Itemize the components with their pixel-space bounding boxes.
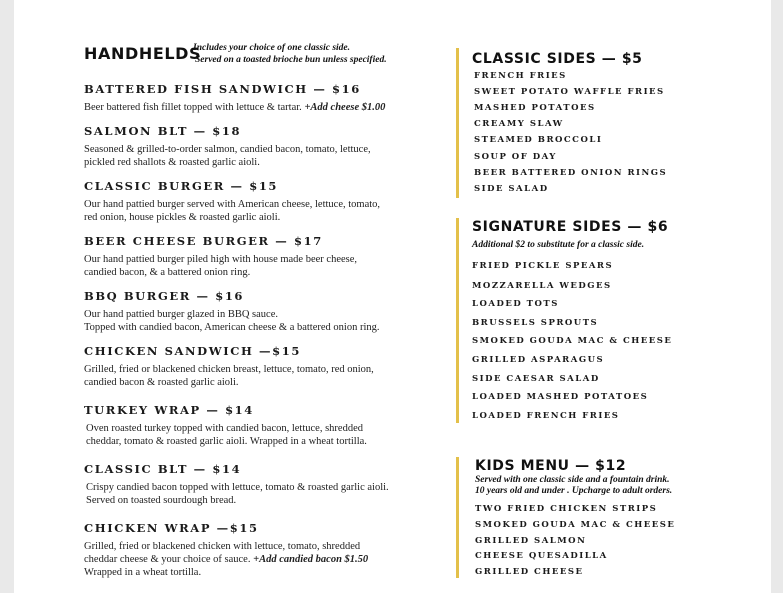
signature-side-item: GRILLED ASPARAGUS xyxy=(472,355,605,365)
menu-item-chicken-wrap xyxy=(84,521,368,579)
kids-menu-item: CHEESE QUESADILLA xyxy=(475,551,608,561)
kids-menu-item: GRILLED CHEESE xyxy=(475,567,584,577)
classic-side-item: SOUP OF DAY xyxy=(474,152,557,162)
classic-side-item: SIDE SALAD xyxy=(474,184,549,194)
item-title: CHICKEN SANDWICH —$15 xyxy=(84,344,301,358)
signature-side-item: LOADED TOTS xyxy=(472,299,559,309)
signature-side-item: SIDE CAESAR SALAD xyxy=(472,374,600,384)
item-description: Grilled, fried or blackened chicken with lettuce, tomato, shredded cheddar cheese & your choice of sauce. +Add candied bacon $1.50 Wrapped in a wheat tortilla. xyxy=(84,541,369,578)
item-description: Our hand pattied burger glazed in BBQ sauce. Topped with candied bacon, American cheese & a battered onion ring. xyxy=(84,309,380,333)
menu-item-turkey-wrap xyxy=(84,403,367,448)
handhelds-note-line2: Served on a toasted brioche bun unless specified. xyxy=(195,55,387,65)
item-description: Our hand pattied burger served with American cheese, lettuce, tomato, red onion, house pickles & roasted garlic aioli. xyxy=(84,199,381,223)
item-description: Beer battered fish fillet topped with lettuce & tartar. +Add cheese $1.00 xyxy=(84,102,386,113)
kids-menu-note-line1: Served with one classic side and a fountain drink. xyxy=(475,475,670,485)
signature-side-item: SMOKED GOUDA MAC & CHEESE xyxy=(472,336,673,346)
kids-menu-item: TWO FRIED CHICKEN STRIPS xyxy=(475,504,658,514)
menu-item-salmon-blt xyxy=(84,124,371,169)
signature-side-item: FRIED PICKLE SPEARS xyxy=(472,261,614,271)
menu-item-battered-fish-sandwich xyxy=(84,82,385,114)
item-addon: +Add candied bacon $1.50 xyxy=(253,554,369,565)
item-addon: +Add cheese $1.00 xyxy=(304,102,386,113)
item-title: BBQ BURGER — $16 xyxy=(84,289,245,303)
menu-page xyxy=(14,0,771,593)
classic-side-item: CREAMY SLAW xyxy=(474,119,564,129)
classic-side-item: BEER BATTERED ONION RINGS xyxy=(474,168,668,178)
menu-item-classic-burger xyxy=(84,179,380,224)
item-title: TURKEY WRAP — $14 xyxy=(84,403,254,417)
classic-side-item: STEAMED BROCCOLI xyxy=(474,135,603,145)
item-title: SALMON BLT — $18 xyxy=(84,124,242,138)
item-title: CLASSIC BLT — $14 xyxy=(84,462,242,476)
item-title: BATTERED FISH SANDWICH — $16 xyxy=(84,82,361,96)
item-title: BEER CHEESE BURGER — $17 xyxy=(84,234,323,248)
item-title: CHICKEN WRAP —$15 xyxy=(84,521,259,535)
item-description: Oven roasted turkey topped with candied bacon, lettuce, shredded cheddar, tomato & roasted garlic aioli. Wrapped in a wheat tortilla. xyxy=(86,423,367,447)
menu-item-beer-cheese-burger xyxy=(84,234,357,279)
handhelds-title: HANDHELDS xyxy=(84,44,202,63)
classic-side-item: SWEET POTATO WAFFLE FRIES xyxy=(474,87,665,97)
classic-sides-accent-bar xyxy=(456,48,459,198)
handhelds-note-line1: Includes your choice of one classic side. xyxy=(193,43,351,53)
item-description: Seasoned & grilled-to-order salmon, candied bacon, tomato, lettuce, pickled red shallots & roasted garlic aioli. xyxy=(84,144,371,168)
item-description: Crispy candied bacon topped with lettuce, tomato & roasted garlic aioli. Served on toasted sourdough bread. xyxy=(86,482,389,506)
classic-sides-title: CLASSIC SIDES — $5 xyxy=(472,51,643,67)
classic-side-item: MASHED POTATOES xyxy=(474,103,596,113)
menu-item-bbq-burger xyxy=(84,289,380,334)
menu-item-chicken-sandwich xyxy=(84,344,374,389)
item-title: CLASSIC BURGER — $15 xyxy=(84,179,279,193)
signature-sides-accent-bar xyxy=(456,218,459,423)
signature-sides-title: SIGNATURE SIDES — $6 xyxy=(472,219,669,235)
signature-sides-note: Additional $2 to substitute for a classic side. xyxy=(472,240,645,250)
kids-menu-title: KIDS MENU — $12 xyxy=(475,458,627,474)
item-description: Our hand pattied burger piled high with house made beer cheese, candied bacon, & a battered onion ring. xyxy=(84,254,358,278)
classic-side-item: FRENCH FRIES xyxy=(474,71,567,81)
signature-side-item: LOADED MASHED POTATOES xyxy=(472,392,649,402)
kids-menu-item: GRILLED SALMON xyxy=(475,536,587,546)
kids-menu-item: SMOKED GOUDA MAC & CHEESE xyxy=(475,520,676,530)
kids-menu-note-line2: 10 years old and under . Upcharge to adult orders. xyxy=(475,486,673,496)
signature-side-item: MOZZARELLA WEDGES xyxy=(472,281,612,291)
signature-side-item: BRUSSELS SPROUTS xyxy=(472,318,599,328)
signature-side-item: LOADED FRENCH FRIES xyxy=(472,411,620,421)
item-description: Grilled, fried or blackened chicken breast, lettuce, tomato, red onion, candied bacon & roasted garlic aioli. xyxy=(84,364,374,388)
menu-item-classic-blt xyxy=(84,462,389,507)
kids-menu-accent-bar xyxy=(456,457,459,578)
